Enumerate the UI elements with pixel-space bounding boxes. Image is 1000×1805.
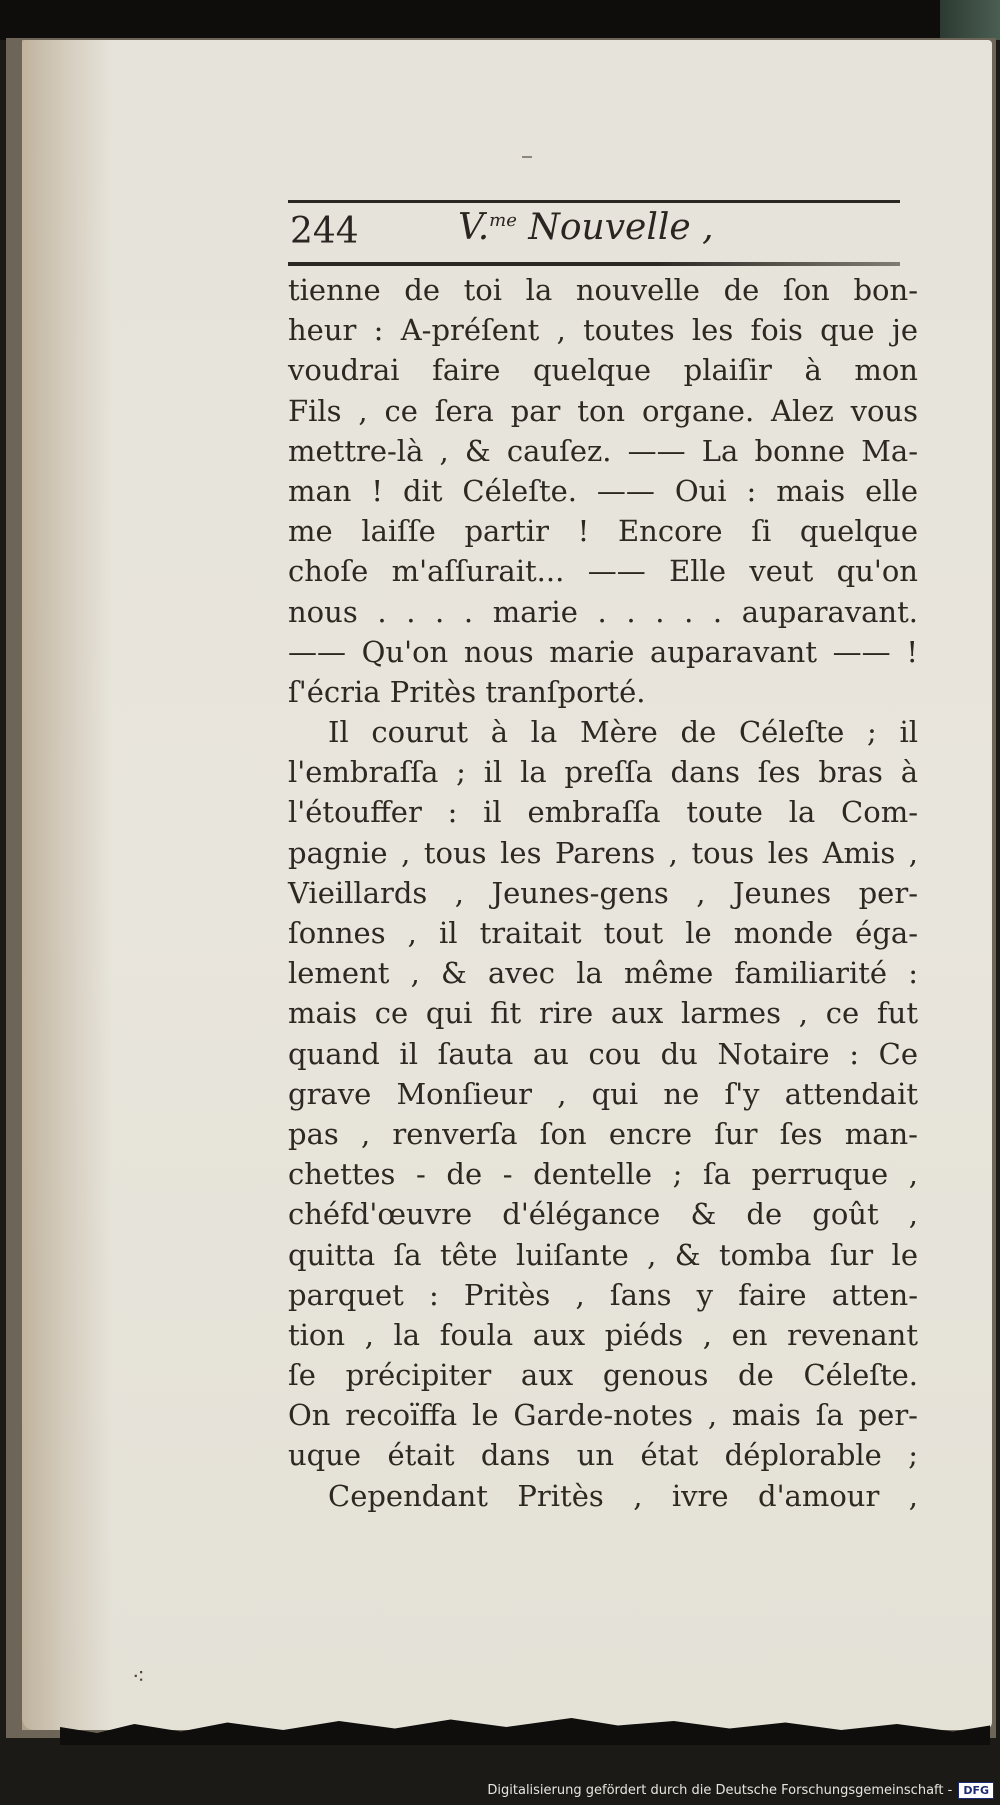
book-cover-edge <box>940 0 1000 40</box>
text-line: ſe précipiter aux genous de Céleſte. <box>288 1358 918 1393</box>
text-line: chettes - de - dentelle ; ſa perruque , <box>288 1157 918 1192</box>
text-line: Cependant Pritès , ivre d'amour , <box>328 1478 918 1513</box>
page-number: 244 <box>290 211 359 252</box>
text-line: quand il ſauta au cou du Notaire : Ce <box>288 1036 918 1071</box>
text-line: choſe m'aſſurait... —— Elle veut qu'on <box>288 554 918 589</box>
page-gutter-stain <box>22 40 112 1730</box>
text-line: heur : A-préſent , toutes les fois que je <box>288 313 918 348</box>
text-line: tienne de toi la nouvelle de ſon bon- <box>288 273 918 307</box>
text-line: pagnie , tous les Parens , tous les Amis , <box>288 835 918 870</box>
text-line: l'étouffer : il embraſſa toute la Com- <box>288 795 918 830</box>
text-line: uque était dans un état déplorable ; <box>288 1438 918 1473</box>
scan-background-top <box>0 0 1000 40</box>
digitization-credit <box>487 1779 994 1801</box>
text-line: lement , & avec la même familiarité : <box>288 956 918 991</box>
text-line: l'embraſſa ; il la preſſa dans ſes bras à <box>288 755 918 790</box>
credit-text: Digitalisierung gefördert durch die Deutsche Forschungsgemeinschaft - <box>487 1782 953 1798</box>
running-head <box>288 205 900 261</box>
text-line: grave Monſieur , qui ne ſ'y attendait <box>288 1076 918 1111</box>
header-rule-top <box>288 200 900 203</box>
text-line: Fils , ce ſera par ton organe. Alez vous <box>288 393 918 428</box>
text-line: pas , renverſa ſon encre ſur ſes man- <box>288 1116 918 1151</box>
title-prefix: V. <box>458 207 490 248</box>
text-line: Il courut à la Mère de Céleſte ; il <box>328 715 918 750</box>
text-line: ſ'écria Pritès tranſporté. <box>288 674 646 709</box>
ink-blot: ⁖ <box>132 1665 145 1690</box>
text-line: mais ce qui fit rire aux larmes , ce fut <box>288 996 918 1031</box>
text-line: tion , la foula aux piéds , en revenant <box>288 1317 918 1352</box>
title-superscript: me <box>489 210 517 231</box>
dfg-logo: DFG <box>958 1782 994 1799</box>
text-line: On recoïffa le Garde-notes , mais ſa per- <box>288 1398 918 1433</box>
text-line: ſonnes , il traitait tout le monde éga- <box>288 916 918 950</box>
running-title <box>458 207 714 248</box>
text-line: parquet : Pritès , ſans y faire atten- <box>288 1277 918 1312</box>
text-line: —— Qu'on nous marie auparavant —— ! <box>288 634 918 669</box>
text-line: nous . . . . marie . . . . . auparavant. <box>288 594 918 629</box>
text-line: chéfd'œuvre d'élégance & de goût , <box>288 1197 918 1232</box>
text-line: voudrai faire quelque plaiſir à mon <box>288 353 918 388</box>
text-line: quitta ſa tête luiſante , & tomba ſur le <box>288 1237 918 1272</box>
text-line: man ! dit Céleſte. —— Oui : mais elle <box>288 473 918 508</box>
body-text <box>288 270 918 1516</box>
signature-mark <box>522 156 532 158</box>
header-rule-bottom <box>288 262 900 266</box>
text-line: me laiſſe partir ! Encore ſi quelque <box>288 514 918 549</box>
text-line: mettre-là , & cauſez. —— La bonne Ma- <box>288 433 918 468</box>
title-text: Nouvelle , <box>528 207 714 248</box>
text-line: Vieillards , Jeunes-gens , Jeunes per- <box>288 875 918 910</box>
